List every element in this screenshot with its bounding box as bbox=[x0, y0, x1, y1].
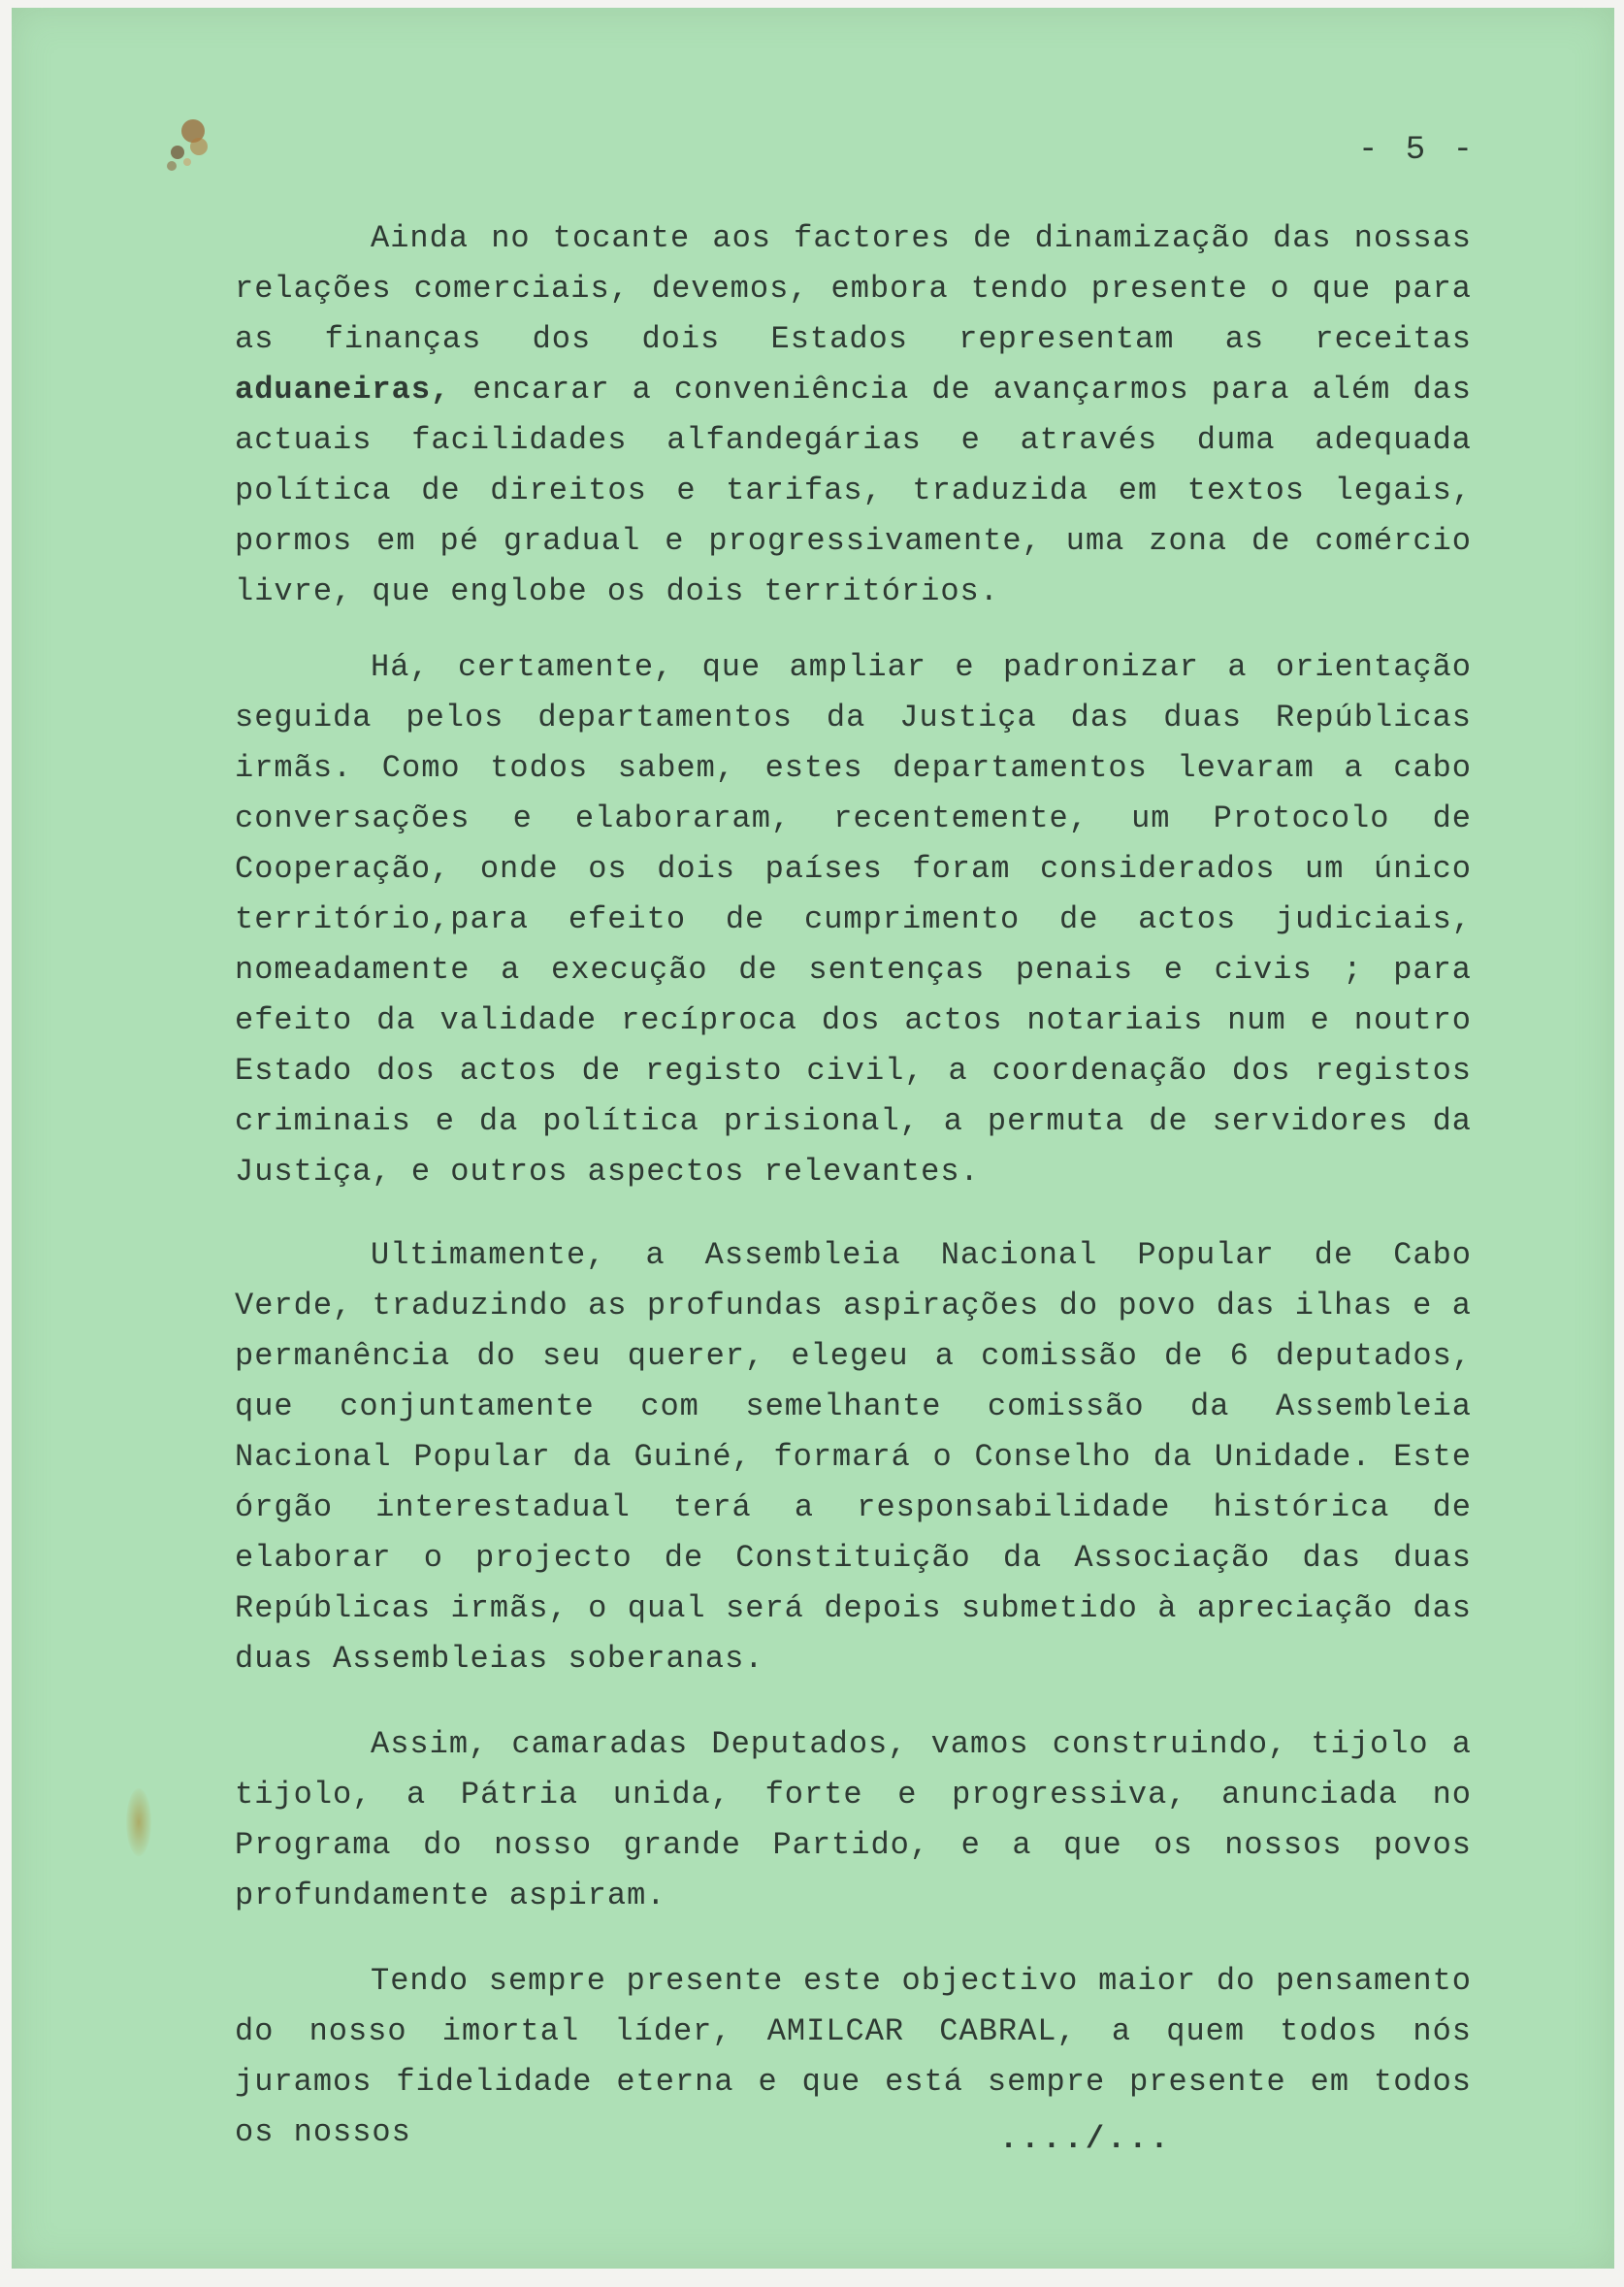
continuation-mark: ..../... bbox=[999, 2121, 1172, 2157]
paragraph-cabral: Tendo sempre presente este objectivo maior do pensamento do nosso imortal líder, AMILCAR CABRAL, a quem todos nós juramos fidelidade eterna e que está sempre presente em todos os nossos bbox=[235, 1963, 1472, 2150]
paragraph-assembly: Ultimamente, a Assembleia Nacional Popular de Cabo Verde, traduzindo as profundas aspirações do povo das ilhas e a permanência do seu querer, elegeu a comissão de 6 deputados, que conjuntamente com semelhante comissão da Assembleia Nacional Popular da Guiné, formará o Conselho da Unidade. Este órgão interestadual terá a responsabilidade histórica de elaborar o projecto de Constituição da Associação das duas Repúblicas irmãs, o qual será depois submetido à apreciação das duas Assembleias soberanas. bbox=[235, 1237, 1472, 1677]
paragraph-commerce-text-a: Ainda no tocante aos factores de dinamização das nossas relações comerciais, devemos, embora tendo presente o que para as finanças dos dois Estados representam as receitas bbox=[235, 220, 1472, 357]
paper-stain bbox=[126, 1788, 151, 1856]
paragraph-commerce-bold-word: aduaneiras, bbox=[235, 372, 451, 408]
paragraph-commerce bbox=[235, 213, 1472, 617]
paragraph-justice: Há, certamente, que ampliar e padronizar a orientação seguida pelos departamentos da Justiça das duas Repúblicas irmãs. Como todos sabem, estes departamentos levaram a cabo conversações e elaboraram, recentemente, um Protocolo de Cooperação, onde os dois países foram considerados um único território,para efeito de cumprimento de actos judiciais, nomeadamente a execução de sentenças penais e civis ; para efeito da validade recíproca dos actos notariais num e noutro Estado dos actos de registo civil, a coordenação dos registos criminais e da política prisional, a permuta de servidores da Justiça, e outros aspectos relevantes. bbox=[235, 649, 1472, 1190]
paragraph-commerce-text-b: encarar a conveniência de avançarmos para além das actuais facilidades alfandegárias e através duma adequada política de direitos e tarifas, traduzida em textos legais, pormos em pé gradual e progressivamente, uma zona de comércio livre, que englobe os dois territórios. bbox=[235, 372, 1472, 609]
document-body bbox=[235, 213, 1472, 2179]
page-number: - 5 - bbox=[1358, 132, 1478, 169]
document-page bbox=[12, 8, 1614, 2269]
paragraph-deputies: Assim, camaradas Deputados, vamos construindo, tijolo a tijolo, a Pátria unida, forte e progressiva, anunciada no Programa do nosso grande Partido, e a que os nossos povos profundamente aspiram. bbox=[235, 1726, 1472, 1913]
ink-stain-mark bbox=[152, 110, 220, 187]
